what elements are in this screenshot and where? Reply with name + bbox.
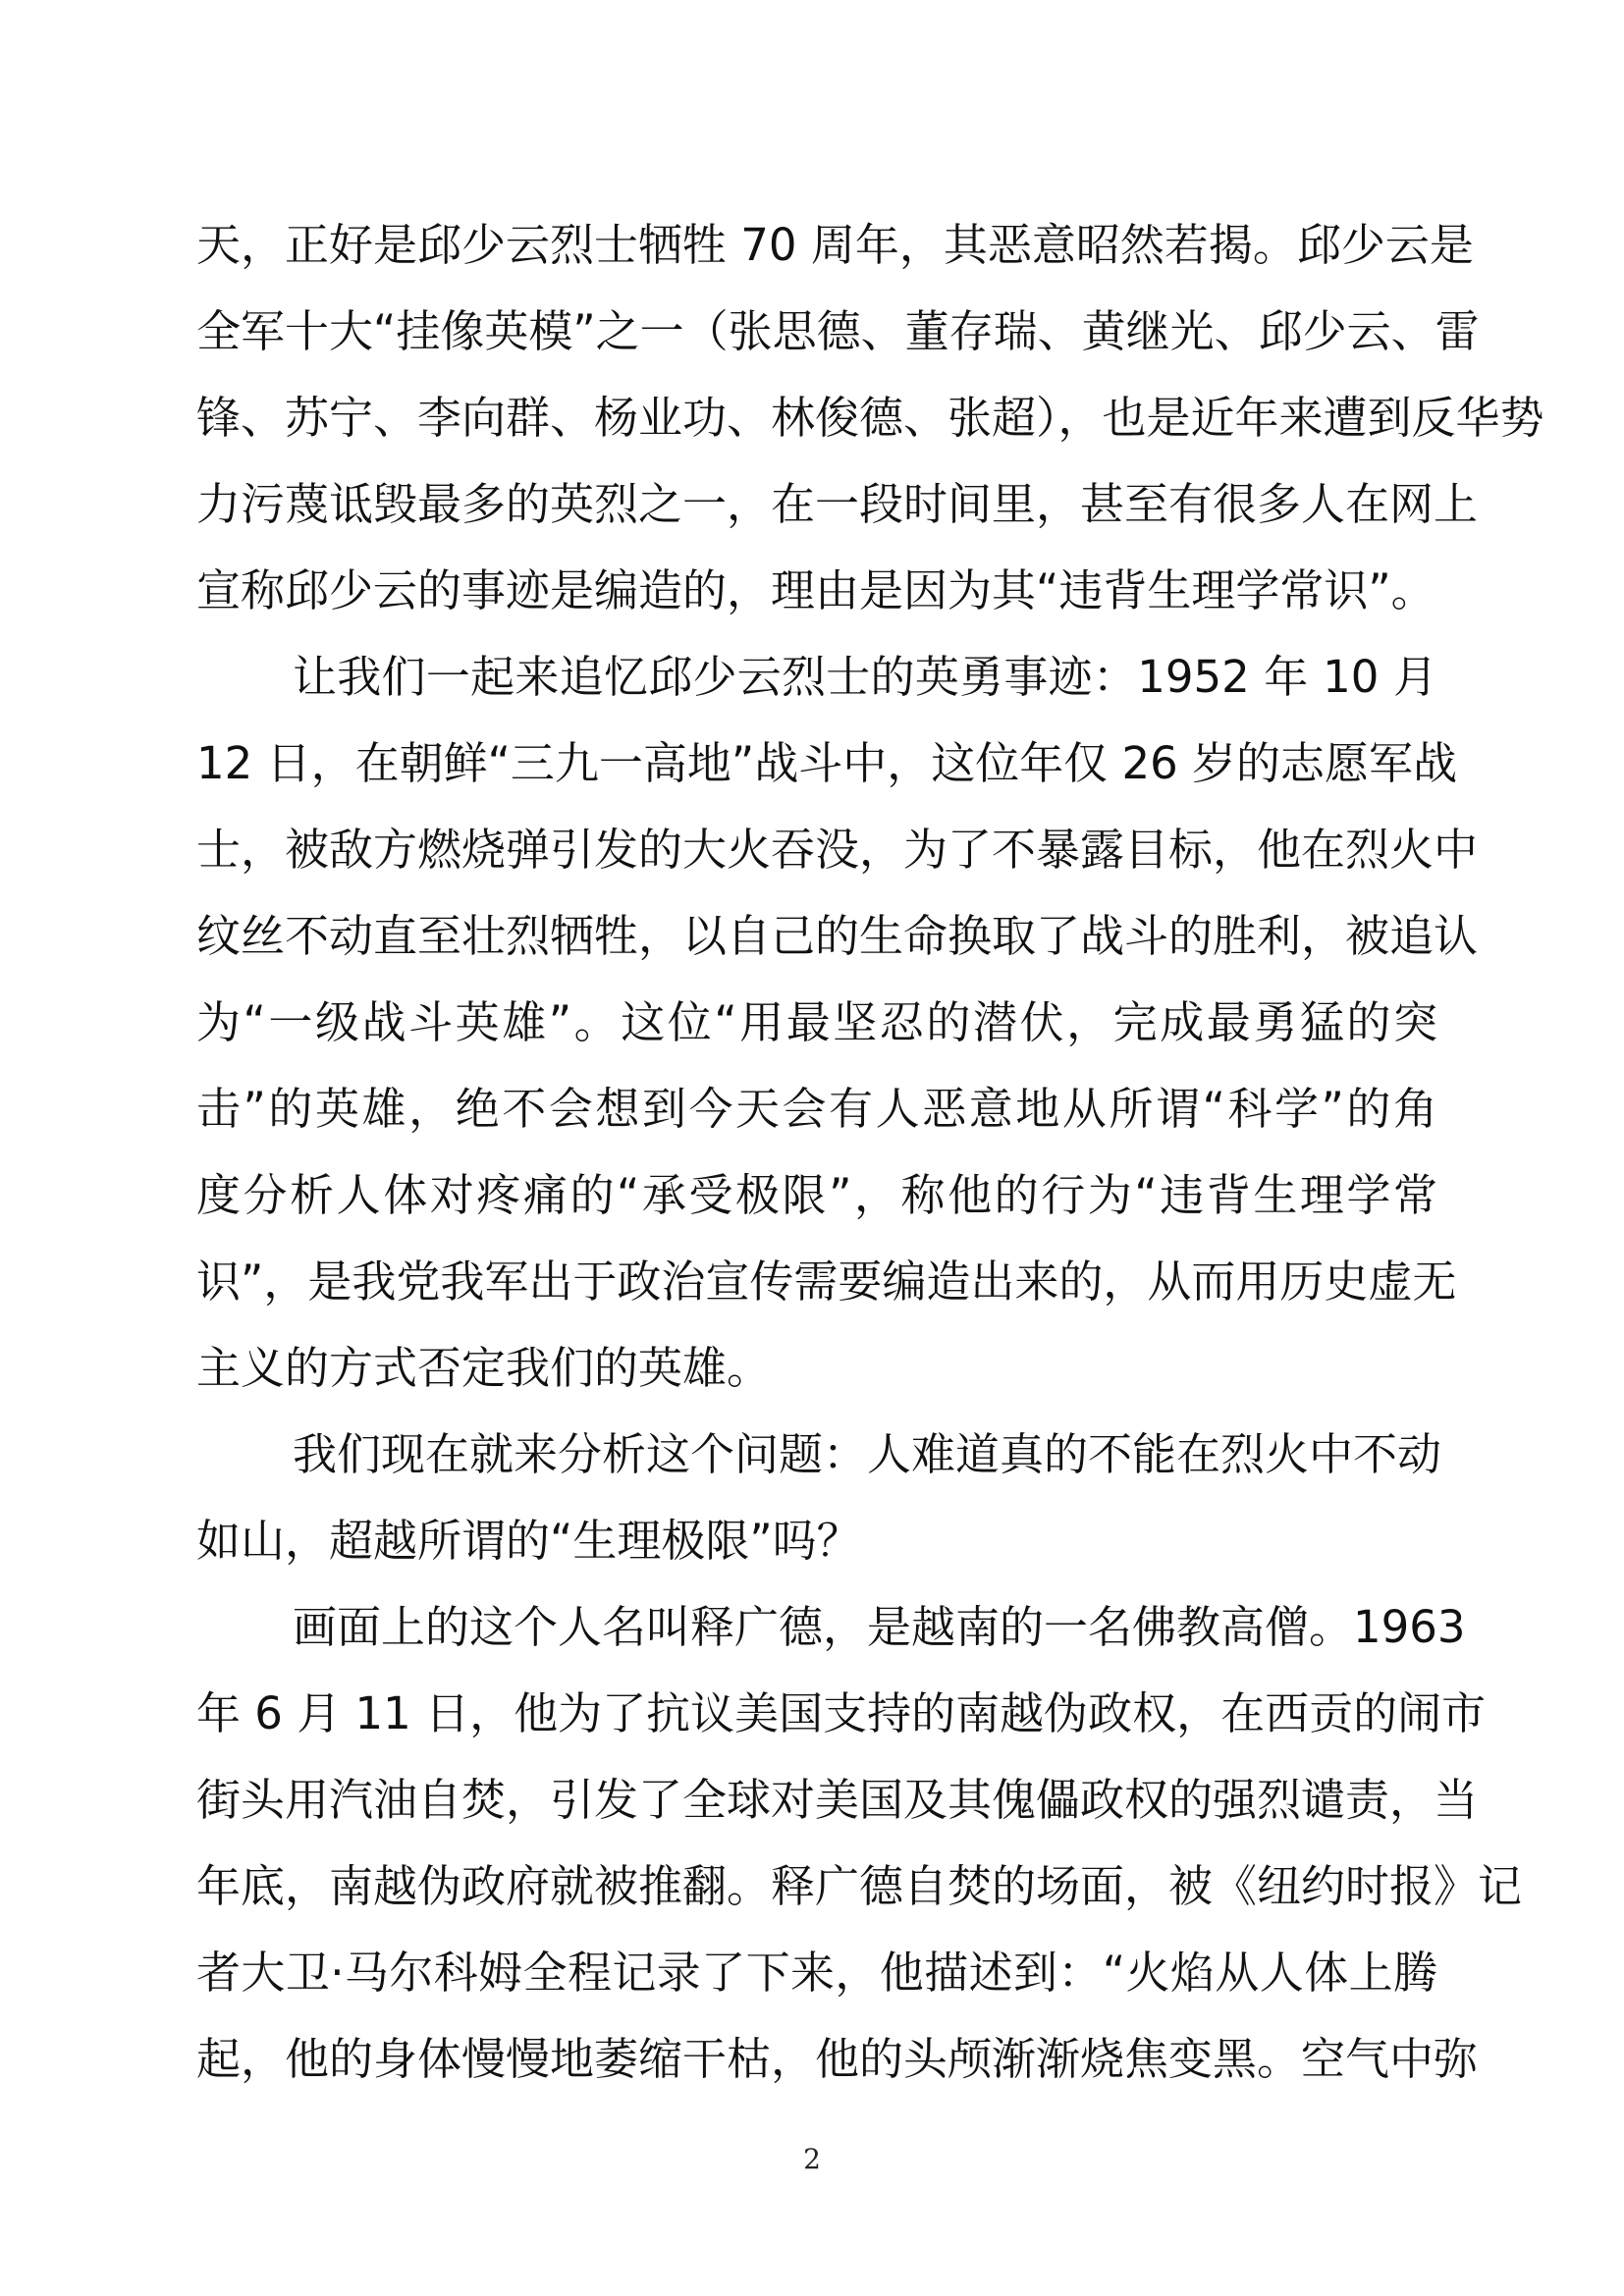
text-line: 全军十大“挂像英模”之一（张思德、董存瑞、黄继光、邱少云、雷 — [196, 305, 1480, 357]
paragraph-start-line: 画面上的这个人名叫释广德，是越南的一名佛教高僧。1963 — [293, 1601, 1466, 1653]
paragraph-start-line: 让我们一起来追忆邱少云烈士的英勇事迹：1952 年 10 月 — [293, 651, 1437, 703]
text-line: 如山，超越所谓的“生理极限”吗？ — [196, 1515, 861, 1567]
text-line: 力污蔑诋毁最多的英烈之一，在一段时间里，甚至有很多人在网上 — [196, 478, 1479, 530]
text-line: 年底，南越伪政府就被推翻。释广德自焚的场面，被《纽约时报》记 — [196, 1860, 1523, 1912]
text-line: 度分析人体对疼痛的“承受极限”，称他的行为“违背生理学常 — [196, 1169, 1437, 1221]
text-line: 者大卫·马尔科姆全程记录了下来，他描述到：“火焰从人体上腾 — [196, 1947, 1437, 1999]
paragraph-start-line: 我们现在就来分析这个问题：人难道真的不能在烈火中不动 — [293, 1428, 1442, 1480]
text-line: 士，被敌方燃烧弹引发的大火吞没，为了不暴露目标，他在烈火中 — [196, 824, 1479, 876]
text-line: 击”的英雄，绝不会想到今天会有人恶意地从所谓“科学”的角 — [196, 1083, 1437, 1135]
text-line: 识”，是我党我军出于政治宣传需要编造出来的，从而用历史虚无 — [196, 1255, 1457, 1308]
text-line: 天，正好是邱少云烈士牺牲 70 周年，其恶意昭然若揭。邱少云是 — [196, 219, 1474, 271]
text-line: 12 日，在朝鲜“三九一高地”战斗中，这位年仅 26 岁的志愿军战 — [196, 737, 1458, 789]
text-line: 宣称邱少云的事迹是编造的，理由是因为其“违背生理学常识”。 — [196, 564, 1435, 616]
page-number: 2 — [803, 2143, 821, 2175]
text-line: 主义的方式否定我们的英雄。 — [196, 1342, 772, 1394]
text-line: 年 6 月 11 日，他为了抗议美国支持的南越伪政权，在西贡的闹市 — [196, 1687, 1487, 1739]
text-line: 街头用汽油自焚，引发了全球对美国及其傀儡政权的强烈谴责，当 — [196, 1774, 1479, 1826]
text-line: 起，他的身体慢慢地萎缩干枯，他的头颅渐渐烧焦变黑。空气中弥 — [196, 2033, 1479, 2085]
text-line: 锋、苏宁、李向群、杨业功、林俊德、张超），也是近年来遭到反华势 — [196, 392, 1544, 444]
text-line: 为“一级战斗英雄”。这位“用最坚忍的潜伏，完成最勇猛的突 — [196, 996, 1437, 1048]
text-line: 纹丝不动直至壮烈牺牲，以自己的生命换取了战斗的胜利，被追认 — [196, 910, 1479, 962]
